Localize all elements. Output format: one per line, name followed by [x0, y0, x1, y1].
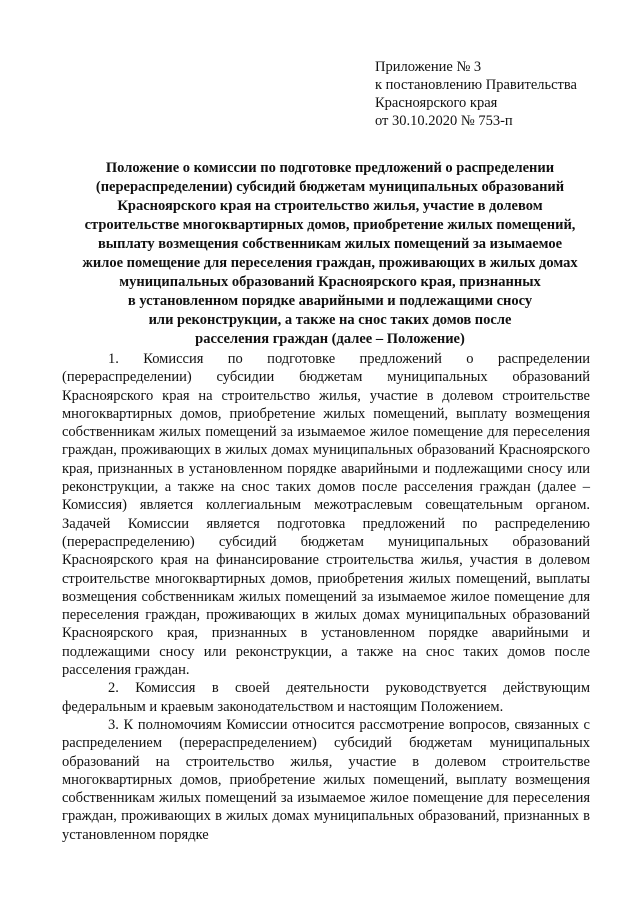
- title-line: выплату возмещения собственникам жилых помещений за изымаемое: [97, 236, 563, 252]
- title-line: Положение о комиссии по подготовке предложений о распределении: [105, 160, 555, 176]
- title-line: (перераспределении) субсидий бюджетам муниципальных образований: [95, 179, 565, 195]
- paragraph-3: 3. К полномочиям Комиссии относится рассмотрение вопросов, связанных с распределением (перераспределением) субсидий бюджетам муниципальных образований на строительство жилья, участие в долевом строительстве многоквартирных домов, приобретение жилых помещений, выплату возмещения собственникам жилых помещений за изымаемое жилое помещение для переселения граждан, проживающих в жилых домах муниципальных образований, признанных в установленном порядке: [62, 716, 590, 843]
- annex-header: [375, 58, 615, 130]
- title-line: Красноярского края на строительство жилья, участие в долевом: [117, 198, 543, 214]
- paragraph-1: 1. Комиссия по подготовке предложений о распределении (перераспределении) субсидии бюджетам муниципальных образований Красноярского края на строительство жилья, участие в долевом строительстве многоквартирных домов, приобретение жилых помещений, выплату возмещения собственникам жилых помещений за изымаемое жилое помещение для переселения граждан, проживающих в жилых домах муниципальных образований Красноярского края, признанных в установленном порядке аварийными и подлежащими сносу или реконструкции, а также на снос таких домов после расселения граждан (далее – Комиссия) является коллегиальным межотраслевым совещательным органом. Задачей Комиссии является подготовка предложений по распределению (перераспределению) субсидий бюджетам муниципальных образований Красноярского края на финансирование строительства жилья, участия в долевом строительстве многоквартирных домов, приобретения жилых помещений, выплаты возмещения собственникам жилых помещений за изымаемое жилое помещение для переселения граждан, проживающих в жилых домах муниципальных образований Красноярского края, признанных в установленном порядке аварийными и подлежащими сносу или реконструкции, а также на снос таких домов после расселения граждан.: [62, 351, 590, 679]
- title-line: в установленном порядке аварийными и подлежащими сносу: [127, 293, 533, 309]
- annex-reference: к постановлению Правительства: [375, 77, 577, 93]
- document-title: [62, 159, 598, 349]
- title-line: строительстве многоквартирных домов, приобретение жилых помещений,: [84, 217, 576, 233]
- document-body: [62, 350, 590, 844]
- annex-region: Красноярского края: [375, 95, 498, 111]
- title-line: муниципальных образований Красноярского края, признанных: [119, 274, 541, 290]
- title-line: или реконструкции, а также на снос таких домов после: [148, 312, 512, 328]
- annex-date: от 30.10.2020 № 753-п: [375, 113, 513, 129]
- paragraph-2: 2. Комиссия в своей деятельности руководствуется действующим федеральным и краевым законодательством и настоящим Положением.: [62, 680, 590, 715]
- title-line: жилое помещение для переселения граждан, проживающих в жилых домах: [82, 255, 578, 271]
- annex-number: Приложение № 3: [375, 59, 482, 75]
- title-line: расселения граждан (далее – Положение): [195, 331, 465, 347]
